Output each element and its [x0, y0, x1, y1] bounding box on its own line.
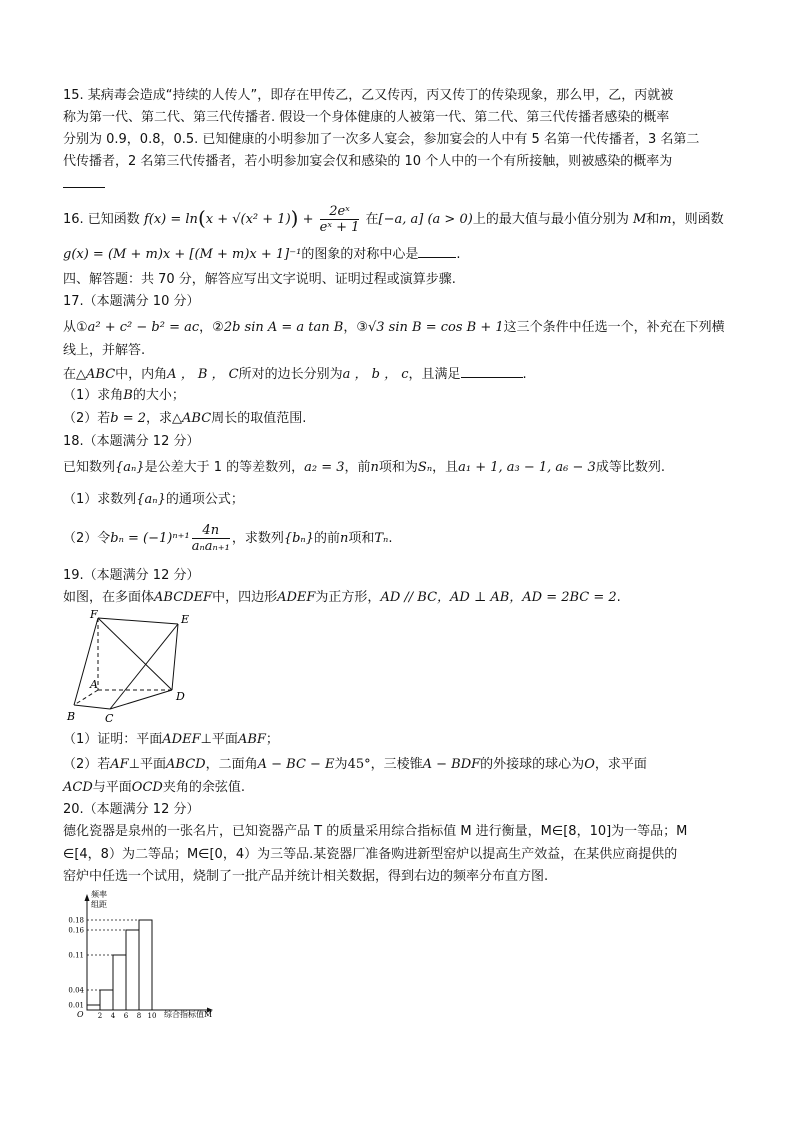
q16-fx: f(x) = ln	[143, 212, 198, 227]
q17-condition-2: 2b sin A = a tan B	[223, 320, 344, 335]
q17-condition-3: √3 sin B = cos B + 1	[368, 320, 504, 335]
q16-gx: g(x) = (M + m)x + [(M + m)x + 1]⁻¹	[63, 247, 302, 262]
vertex-label-D: D	[176, 690, 185, 703]
q18-part-2: （2）令bₙ = (−1)ⁿ⁺¹ $\frac{4n}{\text{aₙaₙ₊₁}}$ ，求数列{bₙ}的前n项和Tₙ.	[63, 523, 393, 554]
histogram-xtick-0: 2	[97, 1012, 103, 1020]
vertex-label-E: E	[181, 613, 190, 626]
q16-plus: +	[302, 212, 314, 227]
q16-text-3: 的图象的对称中心是	[301, 247, 419, 262]
polyhedron-figure	[60, 608, 200, 726]
q15-line-3: 分别为 0.9，0.8，0.5. 已知健康的小明参加了一次多人宴会，参加宴会的人中有 5 名第一代传播者，3 名第二	[63, 132, 700, 147]
q20-line-2: ∈[4，8）为二等品；M∈[0，4）为三等品.某瓷器厂准备购进新型窑炉以提高生产效益，在某供应商提供的	[63, 847, 678, 862]
q18-fraction: $\frac{4n}{\text{aₙaₙ₊₁}}$	[191, 523, 230, 554]
q16-answer-blank[interactable]	[418, 244, 456, 258]
histogram-origin: O	[77, 1010, 84, 1019]
q20-line-1: 德化瓷器是泉州的一张名片，已知瓷器产品 T 的质量采用综合指标值 M 进行衡量，M∈[8，10]为一等品；M	[63, 824, 688, 839]
q17-line-2: 线上，并解答.	[63, 343, 146, 358]
q19-part-2-cont: ACD与平面OCD夹角的余弦值.	[63, 780, 245, 795]
histogram-ylabel-top: 频率	[91, 890, 107, 899]
q17-heading: 17.（本题满分 10 分）	[63, 294, 200, 309]
histogram-ytick-4: 0.18	[68, 916, 84, 925]
q17-condition-1: a² + c² − b² = ac	[87, 320, 200, 335]
q16-line-1: 16. 已知函数 f(x) = ln(x + √(x² + 1)) + $\frac{\text{2eˣ}}{\text{eˣ + 1}}$ 在[−a, a] (a > 0)上的最大值与最小值分别为 M和m，则函数	[63, 204, 724, 235]
histogram-bar-3	[126, 930, 139, 1010]
histogram-ytick-0: 0.01	[68, 1001, 84, 1010]
frequency-histogram	[60, 888, 230, 1026]
q16-on: 在	[365, 212, 379, 227]
q19-part-2: （2）若AF⊥平面ABCD，二面角A − BC − E为45°，三棱锥A − BDF的外接球的球心为O，求平面	[63, 757, 647, 772]
q17-line-3: 在△ABC中，内角A ， B ， C所对的边长分别为a ， b ， c，且满足 .	[63, 364, 527, 385]
q15-line-1: 15. 某病毒会造成“持续的人传人”，即存在甲传乙，乙又传丙，丙又传丁的传染现象，那么甲，乙，丙就被	[63, 88, 674, 103]
q17-condition-blank[interactable]	[461, 364, 523, 378]
vertex-label-A: A	[90, 678, 98, 691]
histogram-bar-0	[87, 1005, 100, 1010]
histogram-bar-1	[100, 990, 113, 1010]
vertex-label-B: B	[67, 710, 76, 723]
q19-heading: 19.（本题满分 12 分）	[63, 568, 200, 583]
q20-line-3: 窑炉中任选一个试用，烧制了一批产品并统计相关数据，得到右边的频率分布直方图.	[63, 869, 549, 884]
histogram-ytick-1: 0.04	[68, 986, 84, 995]
q16-line-2: g(x) = (M + m)x + [(M + m)x + 1]⁻¹的图象的对称中心是 .	[63, 244, 460, 265]
q16-M: M	[632, 212, 647, 227]
q18-heading: 18.（本题满分 12 分）	[63, 434, 200, 449]
q16-number: 16. 已知函数	[63, 212, 140, 227]
histogram-ytick-2: 0.11	[68, 951, 84, 960]
histogram-xtick-2: 6	[123, 1012, 129, 1020]
q15-line-4: 代传播者，2 名第三代传播者，若小明参加宴会仅和感染的 10 个人中的一个有所接触，则被感染的概率为	[63, 154, 673, 169]
section-4-heading: 四、解答题：共 70 分，解答应写出文字说明、证明过程或演算步骤.	[63, 272, 456, 287]
histogram-xtick-3: 8	[136, 1012, 142, 1020]
histogram-y-arrow	[85, 894, 90, 901]
vertex-label-F: F	[90, 608, 98, 621]
q16-and: 和	[646, 212, 660, 227]
q16-frac-num: 2eˣ	[329, 204, 350, 219]
q15-line-2: 称为第一代、第二代、第三代传播者. 假设一个身体健康的人被第一代、第二代、第三代传播者感染的概率	[63, 110, 670, 125]
q16-frac-den: eˣ + 1	[319, 220, 360, 235]
q16-text-1: 上的最大值与最小值分别为	[472, 212, 629, 227]
q18-line-1: 已知数列{aₙ}是公差大于 1 的等差数列，a₂ = 3，前n项和为Sₙ，且a₁ + 1, a₃ − 1, a₆ − 3成等比数列.	[63, 460, 665, 475]
q16-interval: [−a, a] (a > 0)	[378, 212, 473, 227]
q19-part-1: （1）证明：平面ADEF⊥平面ABF；	[63, 732, 279, 747]
q18-part-1: （1）求数列{aₙ}的通项公式；	[63, 492, 244, 507]
q16-m: m	[659, 212, 672, 227]
q16-fraction	[320, 204, 360, 235]
histogram-ylabel-bottom: 组距	[91, 900, 107, 909]
q17-part-1: （1）求角B的大小；	[63, 388, 185, 403]
q17-part-2: （2）若b = 2，求△ABC周长的取值范围.	[63, 411, 307, 426]
q20-heading: 20.（本题满分 12 分）	[63, 802, 200, 817]
histogram-xlabel: 综合指标值M	[164, 1010, 213, 1019]
histogram-bar-2	[113, 955, 126, 1010]
histogram-xtick-1: 4	[110, 1012, 116, 1020]
q19-line-1: 如图，在多面体ABCDEF中，四边形ADEF为正方形，AD // BC，AD ⊥ AB，AD = 2BC = 2.	[63, 590, 621, 605]
histogram-ytick-3: 0.16	[68, 926, 84, 935]
q17-line-1: 从①a² + c² − b² = ac，②2b sin A = a tan B，③√3 sin B = cos B + 1这三个条件中任选一个，补充在下列横	[63, 320, 725, 335]
histogram-bar-4	[139, 920, 152, 1010]
vertex-label-C: C	[105, 712, 114, 725]
q16-inner: x + √(x² + 1)	[205, 212, 291, 227]
q16-text-2: ，则函数	[671, 212, 724, 227]
q15-answer-blank[interactable]	[63, 187, 105, 188]
histogram-xtick-4: 10	[147, 1012, 157, 1020]
